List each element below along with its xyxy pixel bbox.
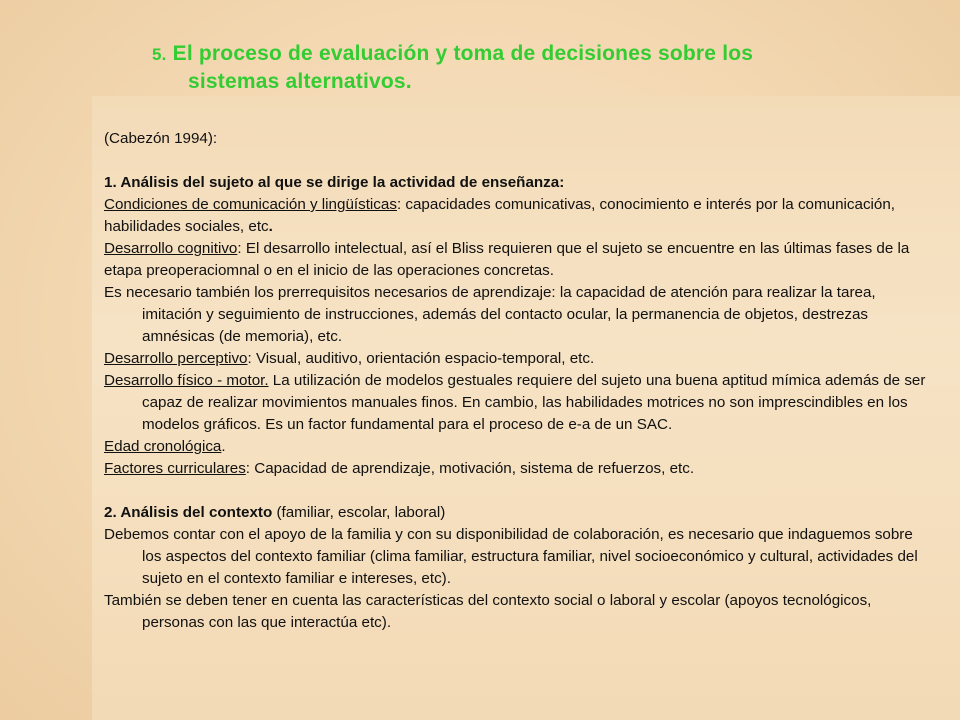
edad-text: . xyxy=(221,438,226,455)
comunicacion-paragraph xyxy=(104,194,934,238)
title-number: 5. xyxy=(152,45,167,64)
fisico-paragraph xyxy=(104,370,934,436)
slide-title xyxy=(152,40,912,95)
perceptivo-paragraph xyxy=(104,348,934,370)
curriculares-paragraph xyxy=(104,458,934,480)
spacer xyxy=(104,480,934,502)
familia-paragraph: Debemos contar con el apoyo de la familia y con su disponibilidad de colaboración, es necesario que indaguemos sobre los aspectos del contexto familiar (clima familiar, estructura familiar, nivel socioeconómico y cultural, actividades del sujeto en el contexto familiar e intereses, etc). xyxy=(104,526,918,587)
title-line-2: sistemas alternativos. xyxy=(188,70,412,93)
comunicacion-text: : capacidades comunicativas, conocimiento e interés por la comunicación, habilidades sociales, etc xyxy=(104,196,896,235)
edad-label: Edad cronológica xyxy=(104,438,222,455)
title-line-1: El proceso de evaluación y toma de decisiones sobre los xyxy=(172,42,754,65)
section1-heading: 1. Análisis del sujeto al que se dirige la actividad de enseñanza: xyxy=(104,174,565,191)
spacer xyxy=(104,150,934,172)
comunicacion-label: Condiciones de comunicación y lingüísticas xyxy=(104,196,397,213)
cognitivo-paragraph xyxy=(104,238,934,282)
slide-body xyxy=(104,128,934,634)
perceptivo-text: : Visual, auditivo, orientación espacio-temporal, etc. xyxy=(247,350,595,367)
edad-paragraph xyxy=(104,436,934,458)
prerrequisitos-paragraph: Es necesario también los prerrequisitos necesarios de aprendizaje: la capacidad de atención para realizar la tarea, imitación y seguimiento de instrucciones, además del contacto ocular, la permanencia de objetos, destrezas amnésicas (de memoria), etc. xyxy=(104,284,876,345)
section2-heading-rest: (familiar, escolar, laboral) xyxy=(272,504,446,521)
citation: (Cabezón 1994): xyxy=(104,130,218,147)
comunicacion-end: . xyxy=(268,218,273,235)
curriculares-label: Factores curriculares xyxy=(104,460,246,477)
cognitivo-label: Desarrollo cognitivo xyxy=(104,240,238,257)
social-paragraph: También se deben tener en cuenta las características del contexto social o laboral y escolar (apoyos tecnológicos, personas con las que interactúa etc). xyxy=(104,592,872,631)
fisico-label: Desarrollo físico - motor. xyxy=(104,372,269,389)
cognitivo-text: : El desarrollo intelectual, así el Bliss requieren que el sujeto se encuentre en las últimas fases de la etapa preoperaciomnal o en el inicio de las operaciones concretas. xyxy=(104,240,910,279)
section2-heading-paragraph xyxy=(104,502,934,524)
curriculares-text: : Capacidad de aprendizaje, motivación, sistema de refuerzos, etc. xyxy=(245,460,695,477)
perceptivo-label: Desarrollo perceptivo xyxy=(104,350,248,367)
section2-heading: 2. Análisis del contexto xyxy=(104,504,273,521)
fisico-text: La utilización de modelos gestuales requiere del sujeto una buena aptitud mímica además de ser capaz de realizar movimientos manuales finos. En cambio, las habilidades motrices no son imprescindibles en los modelos gráficos. Es un factor fundamental para el proceso de e-a de un SAC. xyxy=(142,372,926,433)
